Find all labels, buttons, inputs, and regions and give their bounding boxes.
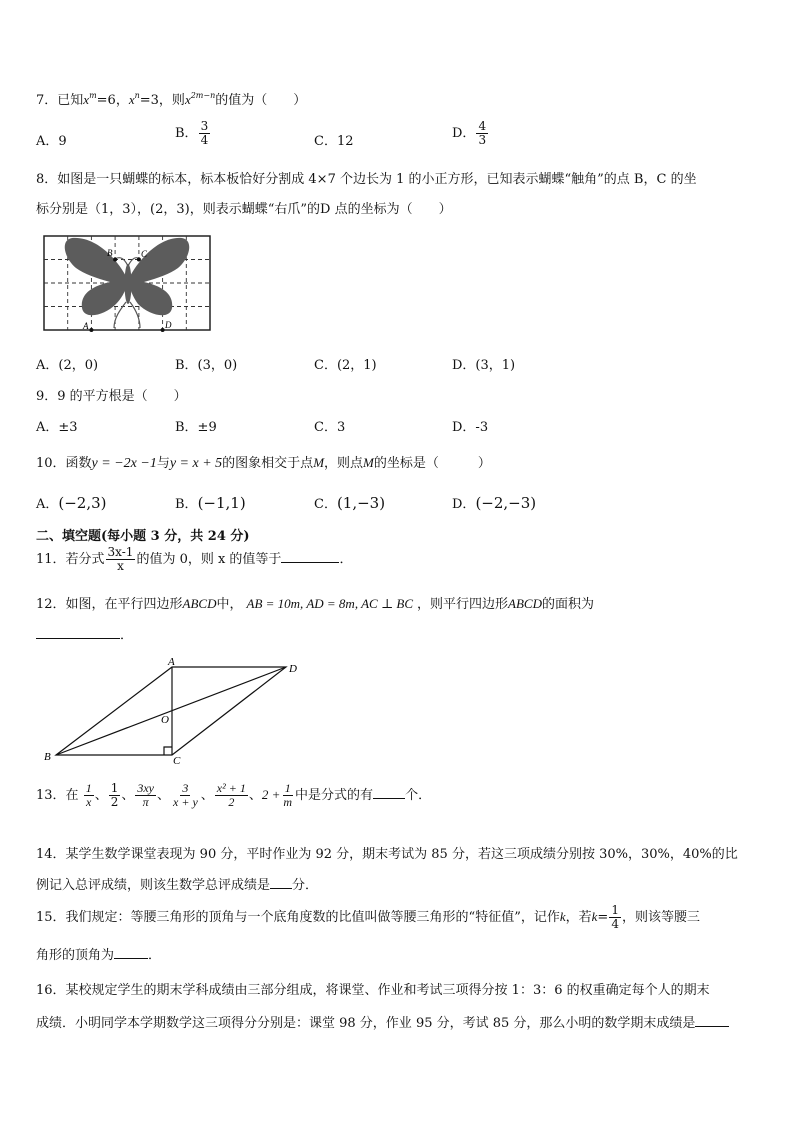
q10-function-1: y = −2x −1 xyxy=(91,456,157,471)
q12-abcd: ABCD xyxy=(508,596,542,611)
q12-suffix: ，则平行四边形 xyxy=(417,597,509,612)
q7-option-b-label: B． xyxy=(175,126,198,141)
q10-suffix2: ，则点 xyxy=(324,456,364,471)
q11-fraction: $\frac{3x-1}{x}$ xyxy=(107,545,134,573)
right-angle-mark xyxy=(164,747,172,755)
q8-stem-line2: 标分别是（1，3），(2，3)，则表示蝴蝶“右爪”的D 点的坐标为（ ） xyxy=(36,202,452,217)
q11-prefix: 11．若分式 xyxy=(36,552,105,567)
q15-text-b: ，若 xyxy=(565,910,592,925)
q15-text-a: 15．我们规定：等腰三角形的顶角与一个底角度数的比值叫做等腰三角形的“特征值”，记作 xyxy=(36,910,560,925)
q7-option-c[interactable]: C．12 xyxy=(314,134,354,149)
q15-text-c: ，则该等腰三 xyxy=(621,910,700,925)
q13-prefix: 13．在 xyxy=(36,788,79,803)
label-b: B xyxy=(107,248,113,258)
q12-suffix2: 的面积为 xyxy=(542,597,595,612)
q13-term-6-prefix: 2 + xyxy=(261,787,281,802)
q7-option-d[interactable] xyxy=(452,120,489,147)
q12-mid: 中， xyxy=(216,597,243,612)
q13-end: 个． xyxy=(405,788,432,803)
q15-end: ． xyxy=(148,948,162,963)
q8-option-a[interactable]: A．(2，0) xyxy=(36,358,99,373)
q9-option-d[interactable]: D．-3 xyxy=(452,420,489,435)
q7-eq: =3，则 xyxy=(139,93,185,108)
q13-term-3: $\frac{3xy}{\pi}$ xyxy=(137,781,155,809)
parallelogram-figure xyxy=(40,655,310,767)
q11-stem xyxy=(36,546,352,573)
q8-option-b[interactable]: B．(3，0) xyxy=(175,358,238,373)
q7-option-d-label: D． xyxy=(452,126,476,141)
q13-term-1: $\frac{1}{x}$ xyxy=(85,781,92,809)
q15-k: k xyxy=(591,909,598,924)
label-a: A xyxy=(83,321,89,331)
q12-answer-blank[interactable] xyxy=(36,626,120,639)
question-7 xyxy=(36,89,306,108)
q9-stem: 9．9 的平方根是（ ） xyxy=(36,389,187,404)
q16-line2 xyxy=(36,1012,729,1031)
q12-prefix: 12．如图，在平行四边形 xyxy=(36,597,183,612)
diagonal-bd xyxy=(56,667,286,755)
q12-end: ． xyxy=(120,628,134,643)
q10-point-m: M xyxy=(363,455,374,470)
q7-exp: m xyxy=(89,91,97,100)
q10-suffix1: 的图象相交于点 xyxy=(222,456,314,471)
q7-var: x xyxy=(184,92,191,107)
q10-option-d[interactable] xyxy=(452,493,536,512)
q8-stem-line1: 8．如图是一只蝴蝶的标本，标本板恰好分割成 4×7 个边长为 1 的小正方形，已知表示蝴蝶“触角”的点 B，C 的坐 xyxy=(36,172,697,187)
q16-line2-text: 成绩．小明同学本学期数学这三项得分分别是：课堂 98 分，作业 95 分，考试 85 分，那么小明的数学期末成绩是 xyxy=(36,1016,696,1031)
butterfly-figure xyxy=(36,228,216,334)
q7-var: x xyxy=(83,92,90,107)
q7-suffix: 的值为（ ） xyxy=(215,93,307,108)
q12-answer-line xyxy=(36,624,133,643)
q15-line2-text: 角形的顶角为 xyxy=(36,948,115,963)
q13-suffix: 中是分式的有 xyxy=(295,788,374,803)
q13-answer-blank[interactable] xyxy=(373,786,405,799)
q10-suffix3: 的坐标是（ ） xyxy=(373,456,491,471)
q16-answer-blank[interactable] xyxy=(695,1014,729,1027)
q10-option-a-label: A． xyxy=(36,497,59,512)
q13-sep: 、 xyxy=(94,788,108,803)
label-c: C xyxy=(173,755,181,767)
q7-option-a[interactable]: A．9 xyxy=(36,134,67,149)
q10-point-m: M xyxy=(313,455,325,470)
point-a xyxy=(89,328,93,332)
q11-answer-blank[interactable] xyxy=(281,550,339,563)
label-o: O xyxy=(161,714,169,726)
q10-option-b-value: (−1,1) xyxy=(197,494,246,512)
q9-option-a[interactable]: A．±3 xyxy=(36,420,78,435)
q12-condition: AB = 10m, AD = 8m, AC ⊥ BC xyxy=(246,596,414,611)
q13-term-6: $\frac{1}{m}$ xyxy=(283,781,293,809)
q9-option-b[interactable]: B．±9 xyxy=(175,420,217,435)
q8-option-c[interactable]: C．(2，1) xyxy=(314,358,377,373)
q12-abcd: ABCD xyxy=(182,596,217,611)
q11-suffix: 的值为 0，则 x 的值等于 xyxy=(136,552,282,567)
q13-term-5: $\frac{\text{x² + 1}}{2}$ xyxy=(216,781,246,809)
q13-sep: 、 xyxy=(200,788,214,803)
q7-eq: =6， xyxy=(96,93,129,108)
q13-term-2: $\frac{1}{2}$ xyxy=(110,781,119,809)
q7-exp: n xyxy=(134,91,140,100)
q13-sep: 、 xyxy=(121,788,135,803)
q14-line2-text: 例记入总评成绩，则该生数学总评成绩是 xyxy=(36,878,271,893)
q7-option-b-fraction: $\frac{3}{4}$ xyxy=(200,119,209,147)
q11-end: ． xyxy=(339,552,353,567)
q10-option-c[interactable] xyxy=(314,493,385,512)
label-b: B xyxy=(44,751,51,763)
q9-option-c[interactable]: C．3 xyxy=(314,420,346,435)
q12-stem xyxy=(36,593,594,612)
q10-option-c-label: C． xyxy=(314,497,337,512)
q10-option-a[interactable] xyxy=(36,493,107,512)
label-d: D xyxy=(289,663,297,675)
q15-fraction: $\frac{1}{4}$ xyxy=(611,903,619,931)
q10-option-a-value: (−2,3) xyxy=(58,494,107,512)
q13-term-4: $\frac{3}{x + y}$ xyxy=(173,781,198,809)
section-2-heading: 二、填空题(每小题 3 分，共 24 分) xyxy=(36,529,250,544)
q15-line2 xyxy=(36,944,161,963)
q15-answer-blank[interactable] xyxy=(114,946,148,959)
q13-sep: 、 xyxy=(157,788,171,803)
point-b xyxy=(113,258,117,262)
q7-var: x xyxy=(128,92,135,107)
q14-answer-blank[interactable] xyxy=(270,876,292,889)
q15-line1 xyxy=(36,904,700,931)
q14-end: 分． xyxy=(292,878,319,893)
q10-option-b-label: B． xyxy=(175,497,198,512)
q7-exp: 2m−n xyxy=(190,91,216,100)
q16-line1: 16．某校规定学生的期末学科成绩由三部分组成，将课堂、作业和考试三项得分按 1：3：6 的权重确定每个人的期末 xyxy=(36,983,710,998)
q10-prefix: 10．函数 xyxy=(36,456,92,471)
q7-option-d-fraction: $\frac{4}{3}$ xyxy=(478,119,487,147)
q10-option-d-label: D． xyxy=(452,497,476,512)
label-d: D xyxy=(165,320,172,330)
q10-function-2: y = x + 5 xyxy=(169,456,223,471)
q15-k: k xyxy=(559,909,566,924)
q8-option-d[interactable]: D．(3，1) xyxy=(452,358,516,373)
q15-eq: = xyxy=(597,910,609,925)
label-c: C xyxy=(141,249,148,259)
q7-prefix: 7．已知 xyxy=(36,93,84,108)
q14-line2 xyxy=(36,874,318,893)
q14-line1: 14．某学生数学课堂表现为 90 分，平时作业为 92 分，期末考试为 85 分，若这三项成绩分别按 30%，30%，40%的比 xyxy=(36,847,738,862)
q10-option-b[interactable] xyxy=(175,493,246,512)
q10-option-c-value: (1,−3) xyxy=(336,494,386,512)
q10-mid: 与 xyxy=(156,456,170,471)
q13-stem xyxy=(36,782,431,809)
label-a: A xyxy=(168,656,175,668)
q13-sep: 、 xyxy=(248,788,262,803)
q10-option-d-value: (−2,−3) xyxy=(475,494,537,512)
q7-option-b[interactable] xyxy=(175,120,211,147)
point-d xyxy=(161,328,165,332)
q10-stem xyxy=(36,452,491,472)
